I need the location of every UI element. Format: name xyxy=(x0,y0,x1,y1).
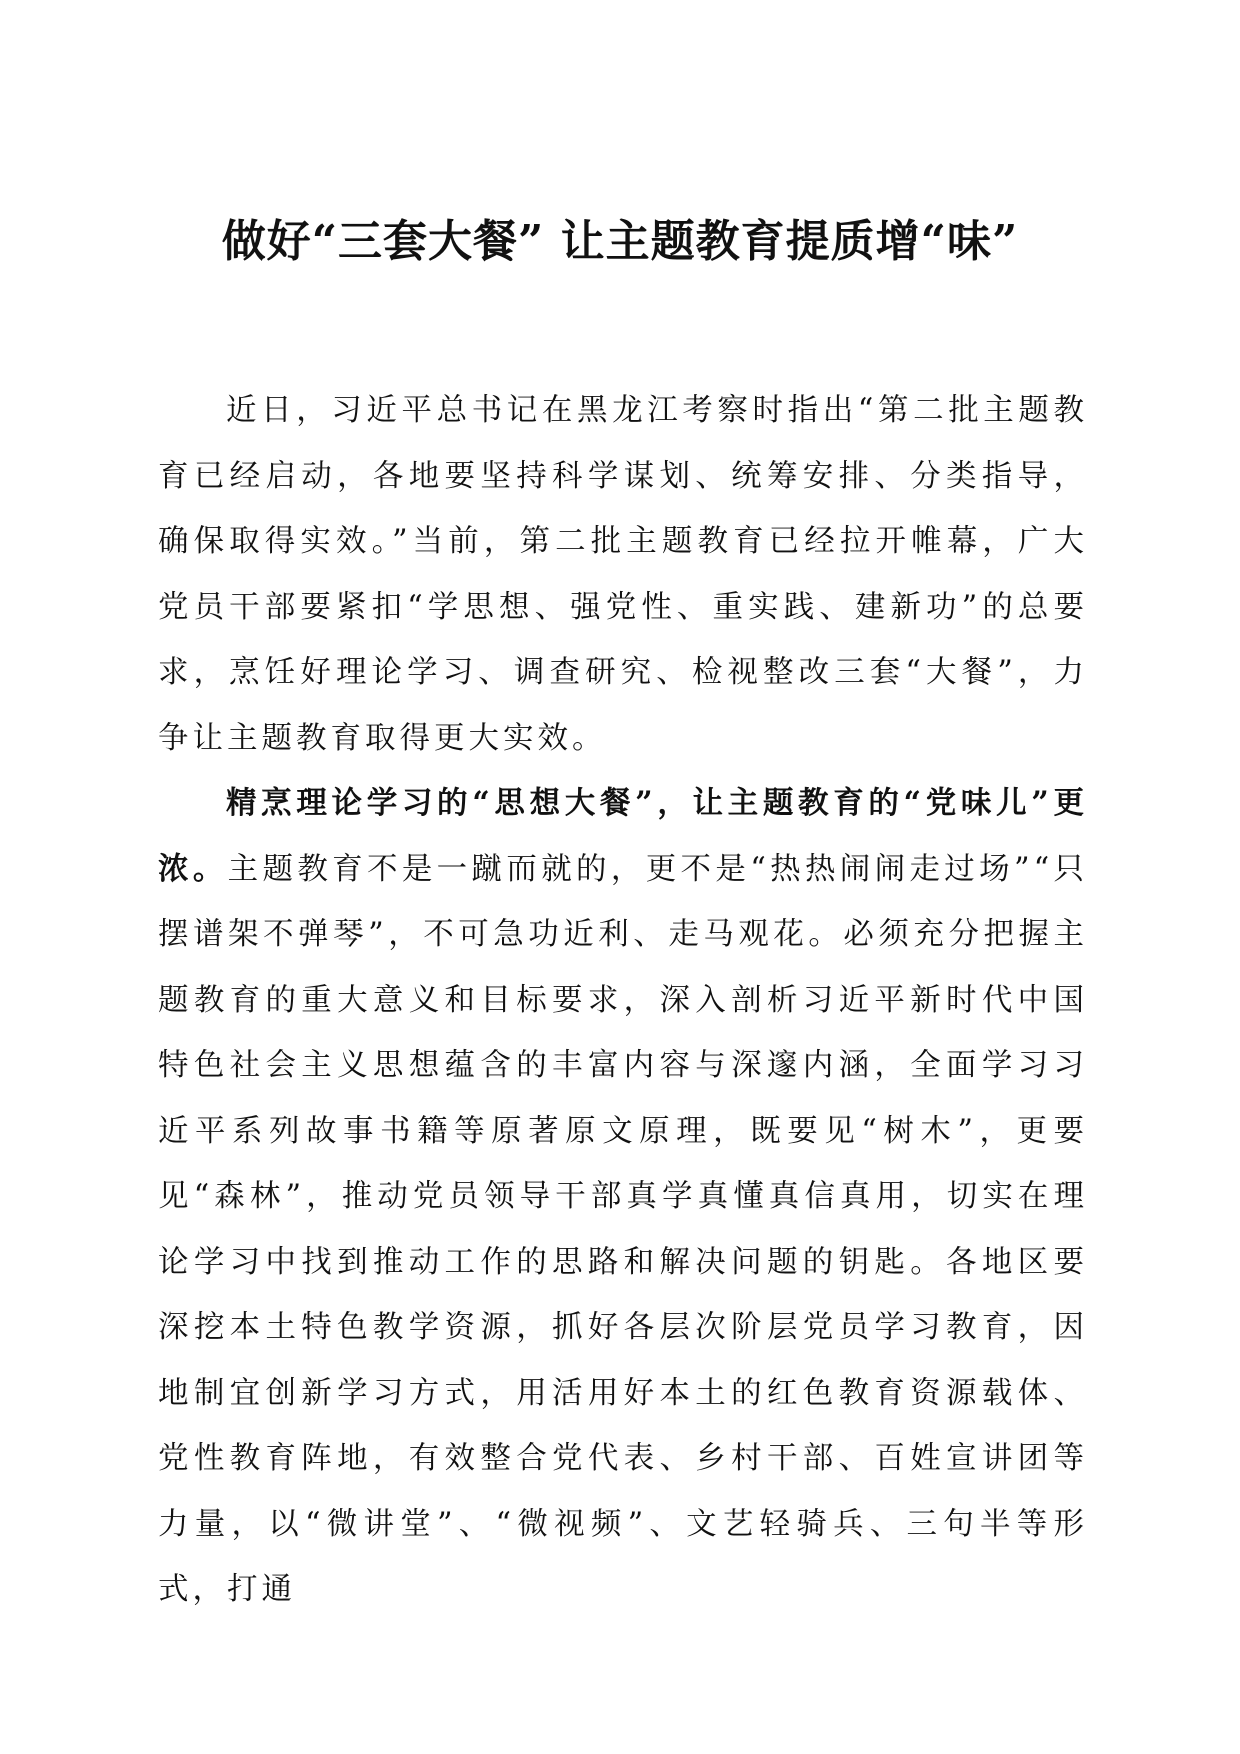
document-title: 做好“三套大餐” 让主题教育提质增“味” xyxy=(221,216,1019,267)
paragraph-theory-study xyxy=(158,771,1088,1623)
paragraph-theory-study-text: 主题教育不是一蹴而就的，更不是“热热闹闹走过场”“只摆谱架不弹琴”，不可急功近利、走马观花。必须充分把握主题教育的重大意义和目标要求，深入剖析习近平新时代中国特色社会主义思想蕴含的丰富内容与深邃内涵，全面学习习近平系列故事书籍等原著原文原理，既要见“树木”，更要见“森林”，推动党员领导干部真学真懂真信真用，切实在理论学习中找到推动工作的思路和解决问题的钥匙。各地区要深挖本土特色教学资源，抓好各层次阶层党员学习教育，因地制宜创新学习方式，用活用好本土的红色教育资源载体、党性教育阵地，有效整合党代表、乡村干部、百姓宣讲团等力量，以“微讲堂”、“微视频”、文艺轻骑兵、三句半等形式，打通 xyxy=(158,851,1088,1607)
paragraph-intro xyxy=(158,378,1088,771)
paragraph-theory-study-lead: 精烹理论学习的“思想大餐”，让主题教育的“党味儿”更浓。 xyxy=(158,785,1088,887)
document-body xyxy=(158,378,1088,1623)
paragraph-intro-text: 近日，习近平总书记在黑龙江考察时指出“第二批主题教育已经启动，各地要坚持科学谋划、统筹安排、分类指导，确保取得实效。”当前，第二批主题教育已经拉开帷幕，广大党员干部要紧扣“学思想、强党性、重实践、建新功”的总要求，烹饪好理论学习、调查研究、检视整改三套“大餐”，力争让主题教育取得更大实效。 xyxy=(158,393,1088,756)
